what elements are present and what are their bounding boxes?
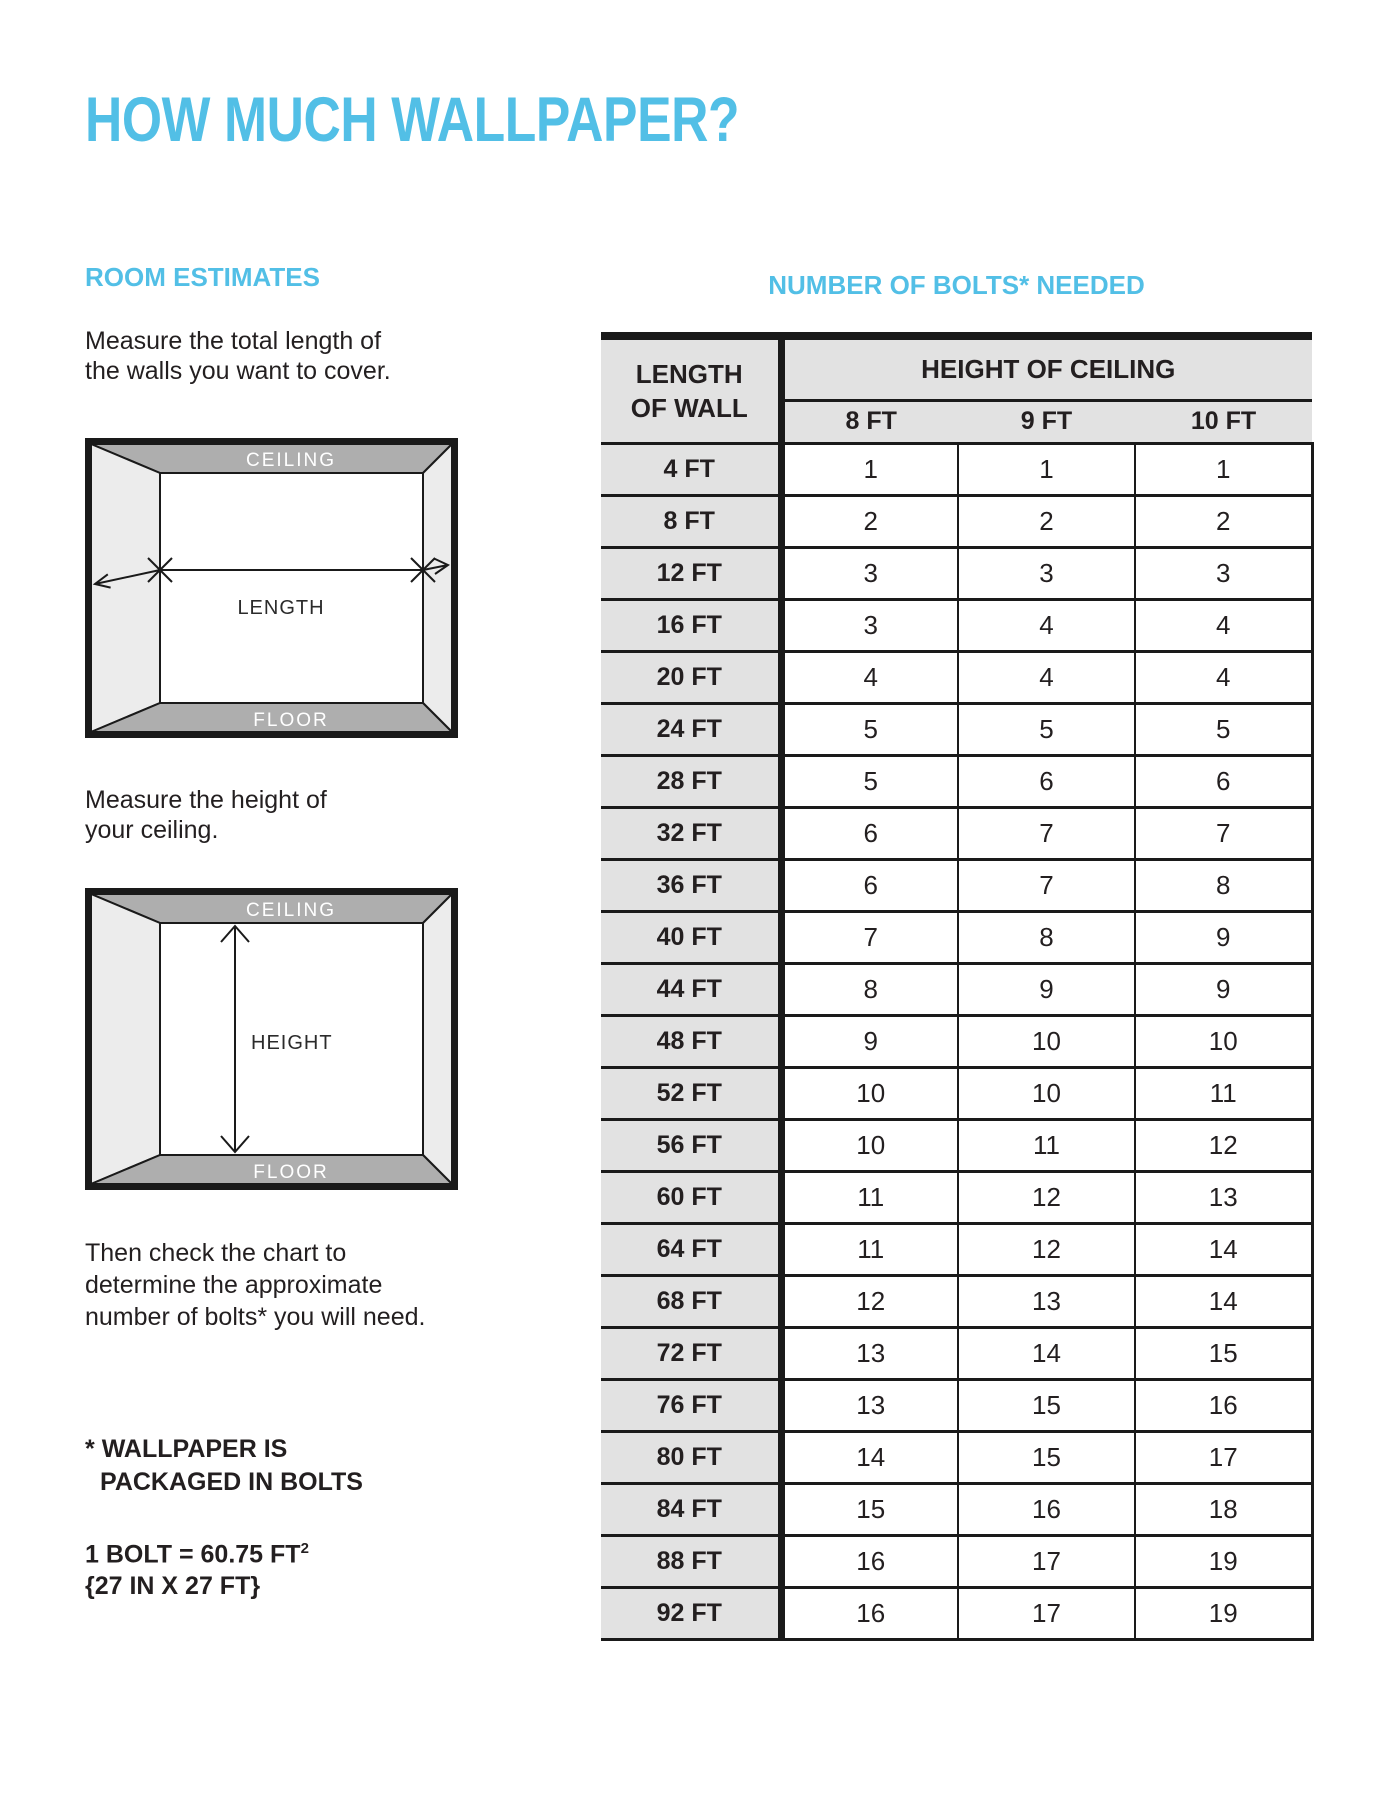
- bolt-count-cell: 13: [781, 1327, 958, 1379]
- bolt-count-cell: 8: [781, 963, 958, 1015]
- bolt-count-cell: 13: [1135, 1171, 1312, 1223]
- back-wall: [160, 473, 423, 703]
- step1-line1: Measure the total length of: [85, 327, 382, 355]
- step3-line1: Then check the chart to: [85, 1239, 347, 1267]
- bolt-count-cell: 10: [781, 1067, 958, 1119]
- table-row: [601, 1535, 1312, 1587]
- table-row: [601, 703, 1312, 755]
- wall-length-cell: 36 FT: [601, 859, 781, 911]
- bolt-count-cell: 3: [781, 547, 958, 599]
- bolt-count-cell: 9: [1135, 911, 1312, 963]
- bolt-count-cell: 11: [781, 1223, 958, 1275]
- bolt-count-cell: 10: [1135, 1015, 1312, 1067]
- room-length-diagram: [85, 438, 458, 738]
- bolt-count-cell: 10: [781, 1119, 958, 1171]
- wall-length-cell: 24 FT: [601, 703, 781, 755]
- step3-text: [85, 1237, 425, 1333]
- bolt-count-cell: 15: [1135, 1327, 1312, 1379]
- wall-length-cell: 56 FT: [601, 1119, 781, 1171]
- bolt-count-cell: 6: [781, 859, 958, 911]
- bolt-count-cell: 19: [1135, 1535, 1312, 1587]
- wall-length-cell: 92 FT: [601, 1587, 781, 1639]
- height-of-ceiling-header: HEIGHT OF CEILING: [781, 336, 1312, 400]
- bolt-count-cell: 4: [958, 599, 1135, 651]
- table-row: [601, 495, 1312, 547]
- bolt-count-cell: 2: [958, 495, 1135, 547]
- table-row: [601, 547, 1312, 599]
- bolt-count-cell: 6: [958, 755, 1135, 807]
- wall-length-cell: 76 FT: [601, 1379, 781, 1431]
- table-row: [601, 1483, 1312, 1535]
- bolt-count-cell: 9: [958, 963, 1135, 1015]
- bolt-count-cell: 7: [1135, 807, 1312, 859]
- bolt-count-cell: 12: [958, 1171, 1135, 1223]
- bolt-count-cell: 4: [1135, 651, 1312, 703]
- floor-label: FLOOR: [253, 1162, 329, 1183]
- bolt-count-cell: 7: [958, 859, 1135, 911]
- bolt-count-cell: 16: [781, 1587, 958, 1639]
- bolt-count-cell: 15: [958, 1431, 1135, 1483]
- footnote-line2: PACKAGED IN BOLTS: [100, 1468, 363, 1496]
- wall-length-cell: 88 FT: [601, 1535, 781, 1587]
- page-title: HOW MUCH WALLPAPER?: [85, 85, 740, 155]
- bolt-count-cell: 2: [1135, 495, 1312, 547]
- bolt-count-cell: 9: [1135, 963, 1312, 1015]
- bolt-count-cell: 15: [958, 1379, 1135, 1431]
- bolt-count-cell: 12: [1135, 1119, 1312, 1171]
- bolts-footnote: [85, 1433, 363, 1499]
- step3-line3: number of bolts* you will need.: [85, 1303, 426, 1331]
- bolt-count-cell: 7: [781, 911, 958, 963]
- bolt-count-cell: 5: [1135, 703, 1312, 755]
- bolt-count-cell: 4: [958, 651, 1135, 703]
- bolts-needed-heading: NUMBER OF BOLTS* NEEDED: [768, 270, 1145, 300]
- bolt-count-cell: 13: [781, 1379, 958, 1431]
- bolt-count-cell: 3: [958, 547, 1135, 599]
- right-wall-surface: [423, 444, 452, 732]
- bolt-count-cell: 12: [781, 1275, 958, 1327]
- bolt-count-cell: 10: [958, 1067, 1135, 1119]
- bolt-count-cell: 4: [781, 651, 958, 703]
- step2-line1: Measure the height of: [85, 786, 327, 814]
- ceiling-label: CEILING: [245, 900, 337, 921]
- wall-length-cell: 48 FT: [601, 1015, 781, 1067]
- table-row: [601, 755, 1312, 807]
- bolt-count-cell: 2: [781, 495, 958, 547]
- left-wall-surface: [91, 894, 160, 1184]
- bolt-count-cell: 11: [781, 1171, 958, 1223]
- wall-length-cell: 60 FT: [601, 1171, 781, 1223]
- bolt-count-cell: 17: [958, 1535, 1135, 1587]
- bolt-count-cell: 11: [958, 1119, 1135, 1171]
- table-row: [601, 1171, 1312, 1223]
- right-wall-surface: [423, 894, 452, 1184]
- wall-length-cell: 40 FT: [601, 911, 781, 963]
- bolt-count-cell: 4: [1135, 599, 1312, 651]
- wall-length-cell: 68 FT: [601, 1275, 781, 1327]
- bolt-count-cell: 15: [781, 1483, 958, 1535]
- height-col-8ft: 8 FT: [781, 400, 958, 443]
- bolt-count-cell: 14: [958, 1327, 1135, 1379]
- bolt-count-cell: 1: [958, 443, 1135, 495]
- table-row: [601, 911, 1312, 963]
- bolt-count-cell: 14: [1135, 1275, 1312, 1327]
- wall-length-cell: 84 FT: [601, 1483, 781, 1535]
- wall-length-cell: 52 FT: [601, 1067, 781, 1119]
- wall-length-cell: 12 FT: [601, 547, 781, 599]
- wall-length-cell: 28 FT: [601, 755, 781, 807]
- wall-length-cell: 16 FT: [601, 599, 781, 651]
- bolt-count-cell: 16: [1135, 1379, 1312, 1431]
- table-row: [601, 443, 1312, 495]
- bolt-count-cell: 14: [1135, 1223, 1312, 1275]
- bolt-count-cell: 8: [1135, 859, 1312, 911]
- bolt-count-cell: 1: [781, 443, 958, 495]
- bolt-count-cell: 16: [958, 1483, 1135, 1535]
- table-row: [601, 963, 1312, 1015]
- bolt-count-cell: 19: [1135, 1587, 1312, 1639]
- bolt-count-cell: 5: [781, 703, 958, 755]
- bolt-count-cell: 9: [781, 1015, 958, 1067]
- left-wall-surface: [91, 444, 160, 732]
- bolts-table-container: [601, 332, 1312, 1641]
- bolt-count-cell: 5: [958, 703, 1135, 755]
- bolts-table-body: [601, 443, 1312, 1639]
- length-of-wall-header: LENGTH OF WALL: [601, 336, 781, 443]
- bolt-count-cell: 17: [1135, 1431, 1312, 1483]
- step2-text: [85, 785, 327, 845]
- step1-text: [85, 326, 391, 386]
- bolt-count-cell: 5: [781, 755, 958, 807]
- wall-length-cell: 20 FT: [601, 651, 781, 703]
- table-row: [601, 1587, 1312, 1639]
- table-row: [601, 1015, 1312, 1067]
- step2-line2: your ceiling.: [85, 816, 219, 844]
- table-row: [601, 1431, 1312, 1483]
- table-row: [601, 599, 1312, 651]
- table-row: [601, 1327, 1312, 1379]
- table-row: [601, 859, 1312, 911]
- wall-length-cell: 72 FT: [601, 1327, 781, 1379]
- table-row: [601, 1223, 1312, 1275]
- bolt-count-cell: 12: [958, 1223, 1135, 1275]
- height-label: HEIGHT: [251, 1032, 333, 1054]
- bolt-count-cell: 7: [958, 807, 1135, 859]
- bolts-table: [601, 332, 1314, 1641]
- bolt-count-cell: 10: [958, 1015, 1135, 1067]
- bolt-count-cell: 17: [958, 1587, 1135, 1639]
- table-header-row-1: [601, 336, 1312, 400]
- footnote-line1: * WALLPAPER IS: [85, 1435, 288, 1463]
- wall-length-cell: 8 FT: [601, 495, 781, 547]
- height-col-10ft: 10 FT: [1135, 400, 1312, 443]
- bolt-count-cell: 11: [1135, 1067, 1312, 1119]
- height-col-9ft: 9 FT: [958, 400, 1135, 443]
- bolt-count-cell: 13: [958, 1275, 1135, 1327]
- bolt-count-cell: 3: [781, 599, 958, 651]
- step1-line2: the walls you want to cover.: [85, 357, 391, 385]
- table-row: [601, 1379, 1312, 1431]
- step3-line2: determine the approximate: [85, 1271, 383, 1299]
- squared-superscript: 2: [300, 1540, 309, 1557]
- floor-label: FLOOR: [253, 710, 329, 731]
- bolt-dimensions: {27 IN X 27 FT}: [85, 1572, 261, 1601]
- footnote-asterisk: *: [85, 1435, 95, 1463]
- bolt-count-cell: 6: [781, 807, 958, 859]
- wall-length-cell: 44 FT: [601, 963, 781, 1015]
- bolt-count-cell: 8: [958, 911, 1135, 963]
- table-row: [601, 651, 1312, 703]
- wall-length-cell: 32 FT: [601, 807, 781, 859]
- bolt-equation: 1 BOLT = 60.75 $FT^2$: [85, 1540, 309, 1569]
- bolt-count-cell: 6: [1135, 755, 1312, 807]
- table-row: [601, 807, 1312, 859]
- wall-length-cell: 4 FT: [601, 443, 781, 495]
- ceiling-label: CEILING: [245, 450, 337, 471]
- bolt-count-cell: 16: [781, 1535, 958, 1587]
- bolt-count-cell: 14: [781, 1431, 958, 1483]
- bolt-count-cell: 18: [1135, 1483, 1312, 1535]
- wall-length-cell: 80 FT: [601, 1431, 781, 1483]
- table-row: [601, 1275, 1312, 1327]
- bolt-count-cell: 1: [1135, 443, 1312, 495]
- bolt-count-cell: 3: [1135, 547, 1312, 599]
- room-height-diagram: [85, 888, 458, 1190]
- length-label: LENGTH: [237, 597, 325, 619]
- bolt-size-info: [85, 1533, 309, 1602]
- wall-length-cell: 64 FT: [601, 1223, 781, 1275]
- room-estimates-heading: ROOM ESTIMATES: [85, 262, 320, 292]
- table-row: [601, 1119, 1312, 1171]
- table-row: [601, 1067, 1312, 1119]
